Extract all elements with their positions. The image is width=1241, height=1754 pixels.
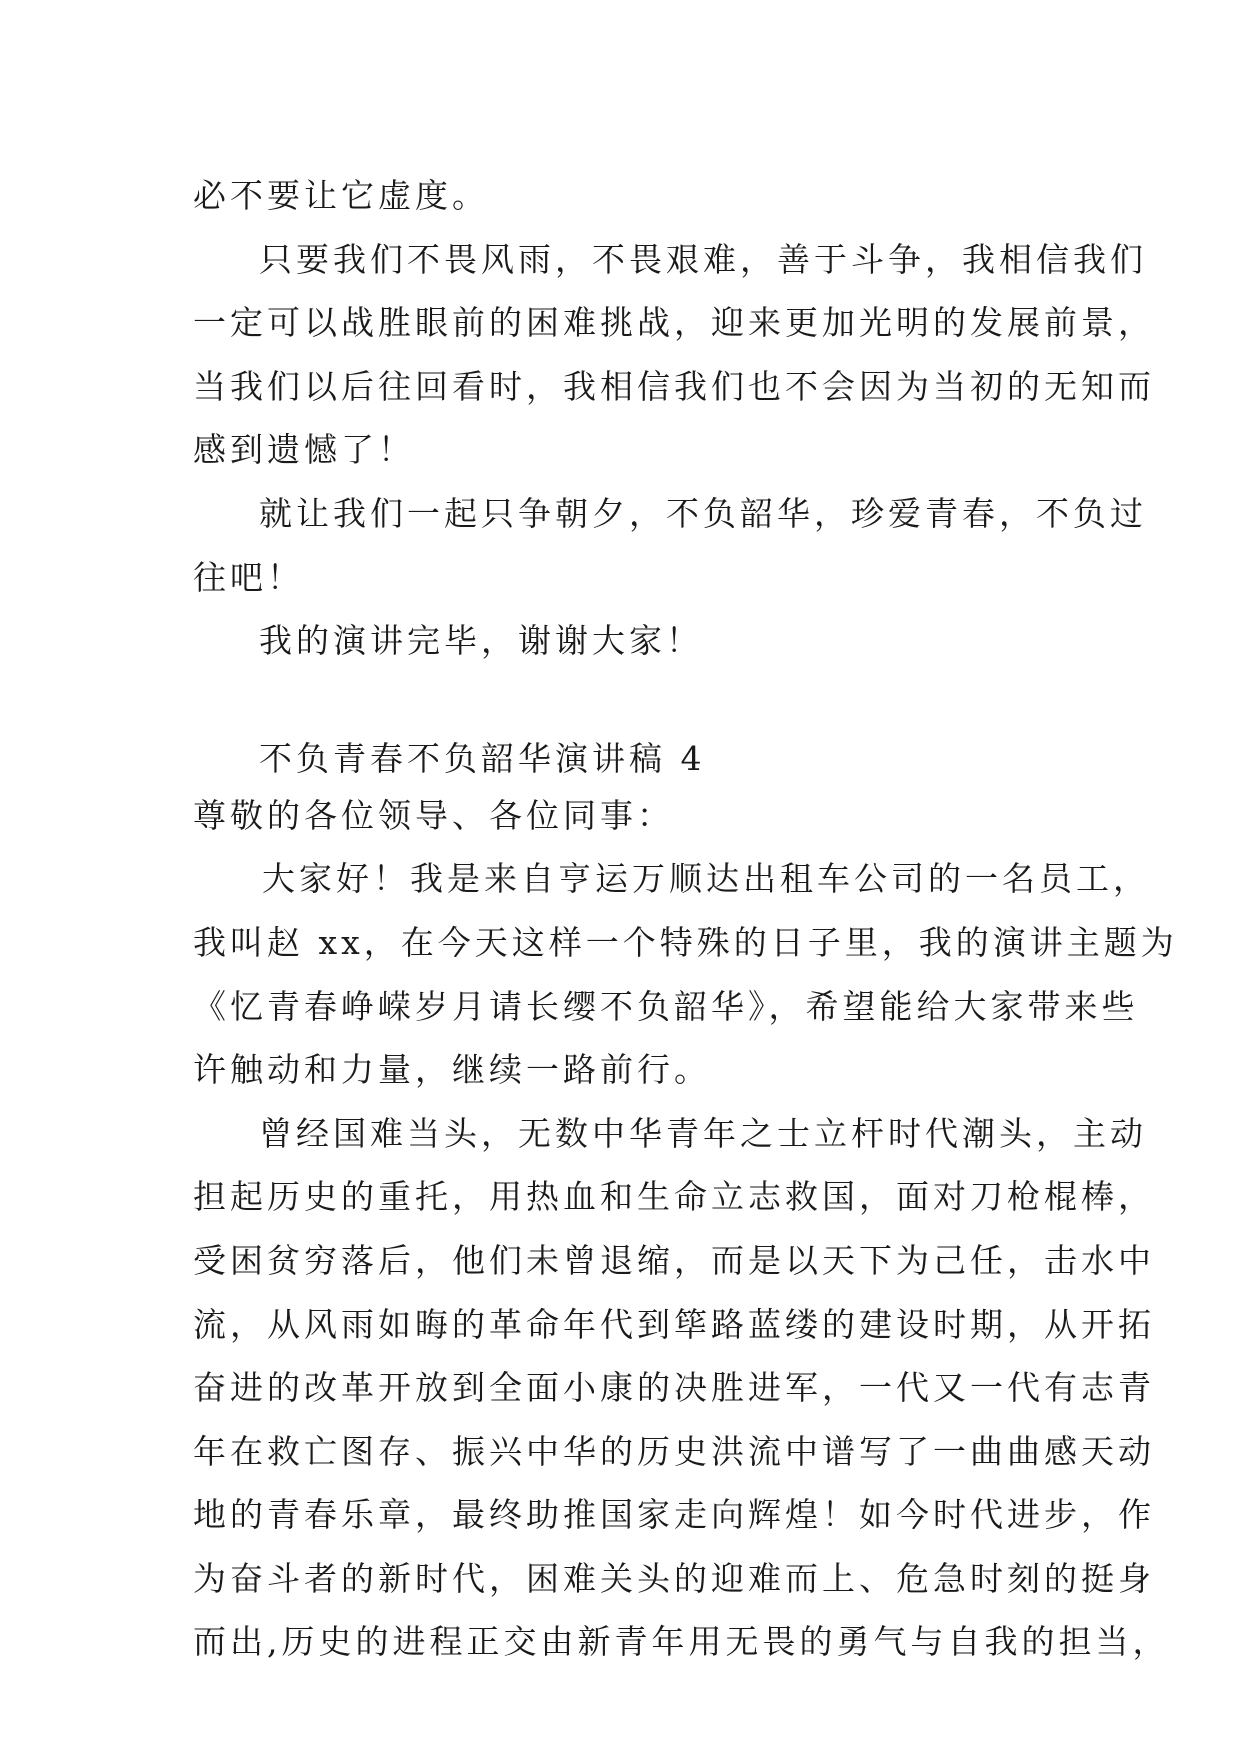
text-line: 而出,历史的进程正交由新青年用无畏的勇气与自我的担当， [193, 1622, 1170, 1662]
text-line: 年在救亡图存、振兴中华的历史洪流中谱写了一曲曲感天动 [193, 1431, 1155, 1471]
text-line: 受困贫穷落后，他们未曾退缩，而是以天下为己任，击水中 [193, 1240, 1155, 1280]
text-line: 许触动和力量，继续一路前行。 [193, 1050, 711, 1090]
section-gap [193, 673, 1073, 733]
paragraph-line: 曾经国难当头，无数中华青年之士立杆时代潮头，主动 [259, 1113, 1147, 1153]
text-line: 往吧！ [193, 557, 304, 597]
text-line: 我叫赵 xx，在今天这样一个特殊的日子里，我的演讲主题为 [193, 922, 1178, 962]
text-line: 为奋斗者的新时代，困难关头的迎难而上、危急时刻的挺身 [193, 1558, 1155, 1598]
document-body [193, 164, 1178, 1674]
section-title: 不负青春不负韶华演讲稿 4 [259, 738, 706, 778]
paragraph-line: 大家好！我是来自亨运万顺达出租车公司的一名员工， [262, 859, 1150, 899]
text-line: 奋进的改革开放到全面小康的决胜进军，一代又一代有志青 [193, 1368, 1155, 1408]
paragraph-line: 只要我们不畏风雨，不畏艰难，善于斗争，我相信我们 [259, 239, 1147, 279]
text-line: 一定可以战胜眼前的困难挑战，迎来更加光明的发展前景， [193, 303, 1155, 343]
text-line: 地的青春乐章，最终助推国家走向辉煌！如今时代进步，作 [193, 1495, 1155, 1535]
text-line: 感到遗憾了！ [193, 430, 415, 470]
text-line: 担起历史的重托，用热血和生命立志救国，面对刀枪棍棒， [193, 1177, 1155, 1217]
text-line: 《忆青春峥嵘岁月请长缨不负韶华》，希望能给大家带来些 [193, 986, 1139, 1026]
text-line: 流，从风雨如晦的革命年代到筚路蓝缕的建设时期，从开拓 [193, 1304, 1155, 1344]
text-line: 当我们以后往回看时，我相信我们也不会因为当初的无知而 [193, 366, 1155, 406]
paragraph-line: 我的演讲完毕，谢谢大家！ [259, 621, 703, 661]
paragraph-line: 就让我们一起只争朝夕，不负韶华，珍爱青春，不负过 [259, 493, 1147, 533]
text-line: 必不要让它虚度。 [193, 176, 489, 215]
salutation: 尊敬的各位领导、各位同事： [193, 795, 674, 835]
